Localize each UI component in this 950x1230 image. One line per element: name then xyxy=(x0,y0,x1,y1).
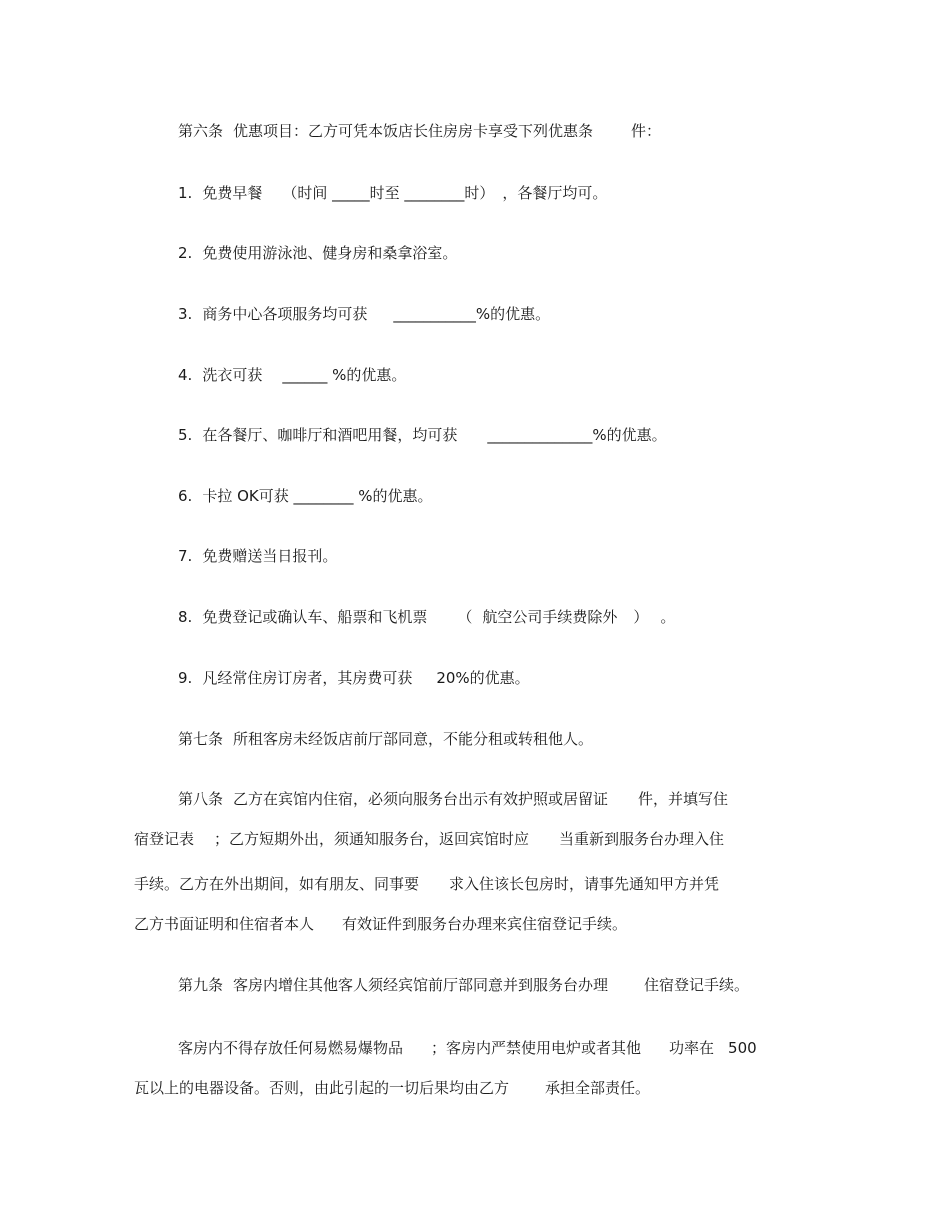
article-6-text: 优惠项目：乙方可凭本饭店长住房房卡享受下列优惠条 xyxy=(233,122,594,140)
article-7-heading: 第七条 xyxy=(178,730,224,748)
item-text-fill: ______________%的优惠。 xyxy=(487,426,667,444)
list-item xyxy=(178,668,530,688)
item-text: 免费使用游泳池、健身房和桑拿浴室。 xyxy=(202,244,458,262)
item-number: 1. xyxy=(178,184,193,202)
article-9-line: 第九条 客房内增住其他客人须经宾馆前厅部同意并到服务台办理 住宿登记手续。 xyxy=(178,976,750,994)
article-7-line xyxy=(178,729,593,749)
item-text: 免费登记或确认车、船票和飞机票 xyxy=(202,608,428,626)
article-7-text: 所租客房未经饭店前厅部同意，不能分租或转租他人。 xyxy=(233,730,594,748)
item-number: 2. xyxy=(178,244,193,262)
item-text: 商务中心各项服务均可获 xyxy=(202,305,368,323)
closing-line-2: 瓦以上的电器设备。否则，由此引起的一切后果均由乙方 承担全部责任。 xyxy=(134,1079,651,1097)
item-text: 洗衣可获 xyxy=(202,366,263,384)
item-number: 7. xyxy=(178,547,193,565)
item-number: 9. xyxy=(178,669,193,687)
article-8-line-2: 宿登记表 ；乙方短期外出，须通知服务台，返回宾馆时应 当重新到服务台办理入住 xyxy=(134,830,725,848)
item-text: 免费赠送当日报刊。 xyxy=(202,547,338,565)
article-8-heading: 第八条 xyxy=(178,790,224,808)
list-item xyxy=(178,243,457,263)
item-text-note: 航空公司手续费除外 xyxy=(482,608,618,626)
item-text-fill: ___________%的优惠。 xyxy=(393,305,551,323)
article-6-heading-line xyxy=(178,121,661,141)
article-8-line-1: 第八条 乙方在宾馆内住宿，必须向服务台出示有效护照或居留证 件，并填写住 xyxy=(178,790,729,808)
list-item xyxy=(178,425,667,445)
item-number: 5. xyxy=(178,426,193,444)
list-item xyxy=(178,365,406,385)
list-item xyxy=(178,304,550,324)
article-8-line-3: 手续。乙方在外出期间，如有朋友、同事要 求入住该长包房时，请事先通知甲方并凭 xyxy=(134,875,720,893)
item-text: 在各餐厅、咖啡厅和酒吧用餐，均可获 xyxy=(202,426,458,444)
item-number: 8. xyxy=(178,608,193,626)
closing-line-1: 客房内不得存放任何易燃易爆物品 ；客房内严禁使用电炉或者其他 功率在 500 xyxy=(178,1039,757,1057)
list-item xyxy=(178,546,337,566)
article-8-line-4: 乙方书面证明和住宿者本人 有效证件到服务台办理来宾住宿登记手续。 xyxy=(134,915,628,933)
item-text: 卡拉 OK可获 ________ %的优惠。 xyxy=(202,487,433,505)
list-item xyxy=(178,486,433,506)
item-text: 免费早餐 xyxy=(202,184,263,202)
article-6-text-end: 件： xyxy=(631,122,662,140)
item-text-fill: 20%的优惠。 xyxy=(436,669,530,687)
item-text-fill: 时间 _____时至 ________时） xyxy=(297,184,495,202)
list-item: 1. 免费早餐 （时间 _____时至 ________时） ，各餐厅均可。 xyxy=(178,184,608,202)
item-text-fill: ______ %的优惠。 xyxy=(282,366,407,384)
list-item: 8. 免费登记或确认车、船票和飞机票 （ 航空公司手续费除外 ） 。 xyxy=(178,608,676,626)
item-number: 3. xyxy=(178,305,193,323)
item-number: 6. xyxy=(178,487,193,505)
article-6-heading: 第六条 xyxy=(178,122,224,140)
article-9-heading: 第九条 xyxy=(178,976,224,994)
item-number: 4. xyxy=(178,366,193,384)
item-text: 凡经常住房订房者，其房费可获 xyxy=(202,669,413,687)
